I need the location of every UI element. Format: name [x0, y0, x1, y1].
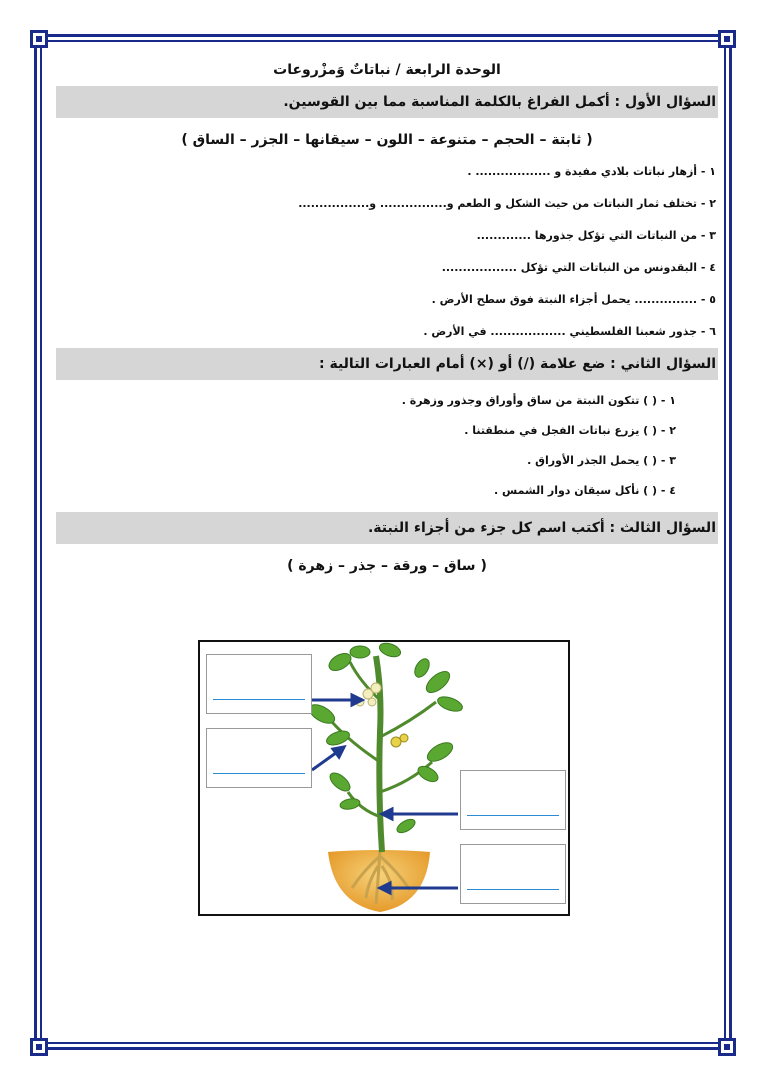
question-2-item[interactable]: ٣ - ( ) يحمل الجذر الأوراق .	[527, 454, 676, 467]
question-1-item[interactable]: ٢ - تختلف ثمار النباتات من حيث الشكل و الطعم و................ و.................	[298, 197, 716, 210]
corner-ornament-bottom-left	[30, 1038, 48, 1056]
worksheet-content	[56, 58, 718, 582]
plant-diagram	[198, 640, 570, 916]
label-box-leaf[interactable]	[206, 728, 312, 788]
corner-ornament-bottom-right	[718, 1038, 736, 1056]
corner-ornament-top-left	[30, 30, 48, 48]
question-2-title: السؤال الثاني : ضع علامة (/) أو (×) أمام العبارات التالية :	[56, 348, 718, 380]
label-box-root[interactable]	[460, 844, 566, 904]
question-1-item[interactable]: ٥ - ............... يحمل أجزاء النبتة فوق سطح الأرض .	[431, 293, 716, 306]
label-box-flower[interactable]	[206, 654, 312, 714]
question-3-title: السؤال الثالث : أكتب اسم كل جزء من أجزاء النبتة.	[56, 512, 718, 544]
question-2-item[interactable]: ٢ - ( ) يزرع نباتات الفجل في منطقتنا .	[464, 424, 676, 437]
question-2-item[interactable]: ١ - ( ) تتكون النبتة من ساق وأوراق وجذور وزهرة .	[401, 394, 676, 407]
question-1-title: السؤال الأول : أكمل الفراغ بالكلمة المناسبة مما بين القوسين.	[56, 86, 718, 118]
question-1-item[interactable]: ٣ - من النباتات التي تؤكل جذورها .............	[476, 229, 716, 242]
question-1-item[interactable]: ١ - أزهار نباتات بلادي مفيدة و .................. .	[467, 165, 716, 178]
question-1-item[interactable]: ٤ - البقدونس من النباتات التي تؤكل ..................	[441, 261, 716, 274]
question-1-item[interactable]: ٦ - جذور شعبنا الفلسطيني .................. في الأرض .	[423, 325, 716, 338]
corner-ornament-top-right	[718, 30, 736, 48]
question-2-item[interactable]: ٤ - ( ) نأكل سيقان دوار الشمس .	[494, 484, 676, 497]
leaves-icon	[306, 642, 464, 835]
unit-title: الوحدة الرابعة / نباتاتٌ وَمزْروعات	[273, 62, 501, 78]
question-3-word-bank: ( ساق – ورقة – جذر – زهرة )	[287, 558, 487, 574]
label-box-stem[interactable]	[460, 770, 566, 830]
question-1-word-bank: ( ثابتة – الحجم – متنوعة – اللون – سيقانها – الجزر – الساق )	[181, 132, 593, 148]
